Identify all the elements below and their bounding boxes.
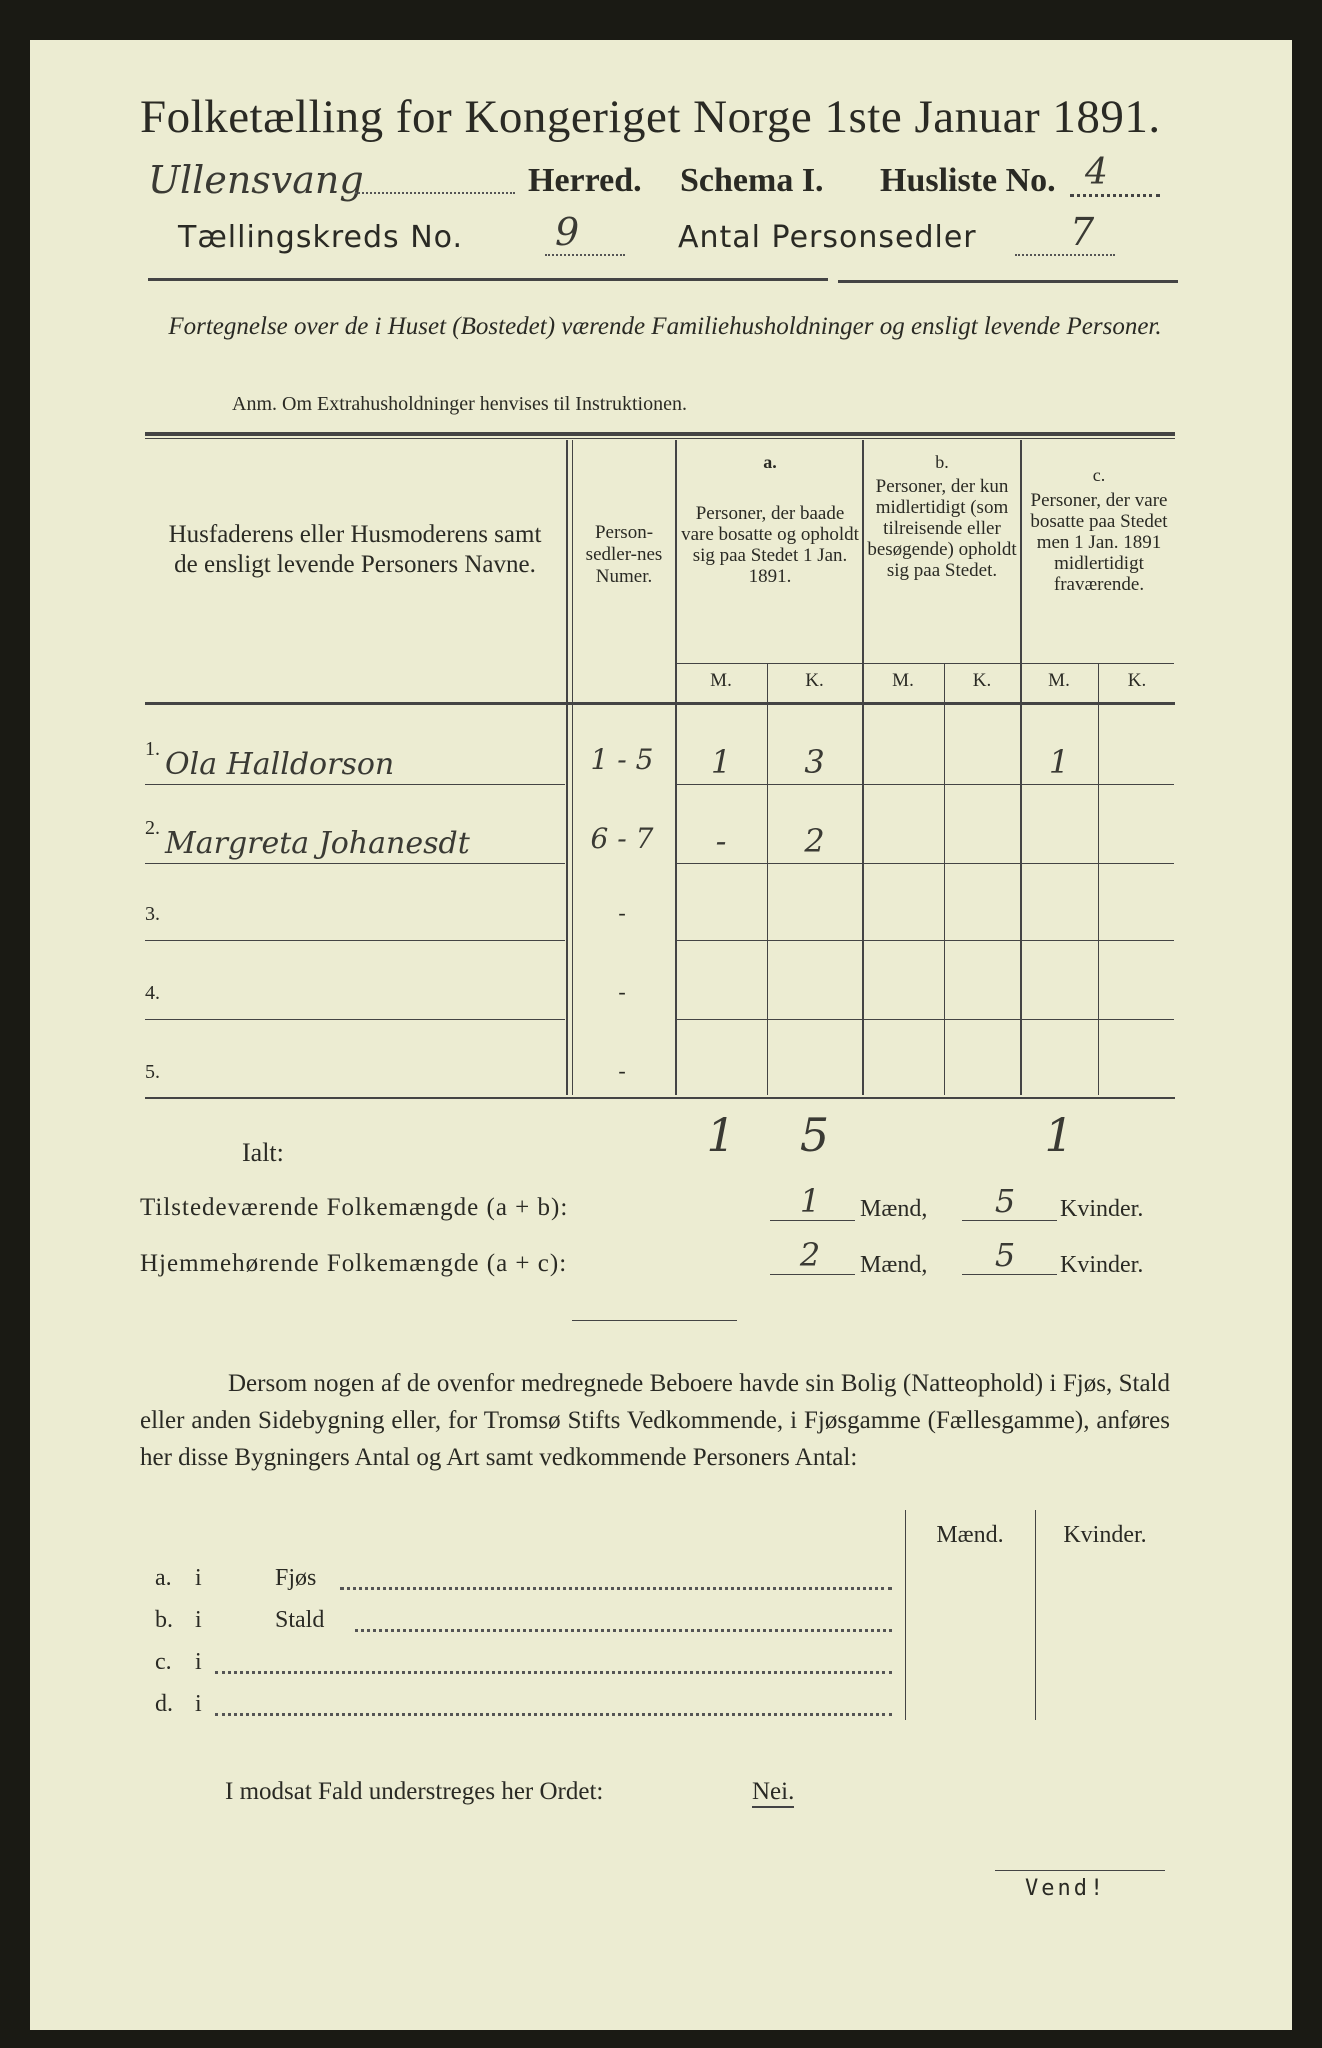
- schema-label: Schema I.: [680, 162, 824, 199]
- section-divider: [572, 1320, 737, 1321]
- col-header-c-text: Personer, der vare bosatte paa Stedet men 1 Jan. 1891 midlertidigt fraværende.: [1030, 490, 1168, 595]
- col-header-a-text: Personer, der baade vare bosatte og opholdt sig paa Stedet 1 Jan. 1891.: [681, 503, 859, 587]
- col-header-c-letter: c.: [1092, 465, 1106, 485]
- col-ak-label: K.: [805, 670, 824, 691]
- tilstede-kvinder-label: Kvinder.: [1060, 1196, 1144, 1222]
- row-1-a-m: 1: [710, 743, 732, 781]
- row-2-name: Margreta Johanesdt: [165, 826, 470, 861]
- buildings-kvinder-header: Kvinder.: [1063, 1522, 1147, 1548]
- row-3-number: 3.: [145, 903, 160, 925]
- row-4-numer: -: [618, 979, 626, 1004]
- hjemme-maend-line: [770, 1274, 855, 1275]
- col-divider-3: [862, 440, 864, 1095]
- antal-dotted-line: [1015, 254, 1115, 256]
- outbuildings-paragraph: Dersom nogen af de ovenfor medregnede Beboere havde sin Bolig (Natteophold) i Fjøs, Stald eller anden Sidebygning eller, for Tromsø Stifts Vedkommende, i Fjøsgamme (Fællesgamme), anføres her disse Bygningers Antal og Art samt vedkommende Personers Antal:: [140, 1370, 1170, 1471]
- hjemme-maend-label: Mænd,: [860, 1252, 928, 1278]
- tilstede-label: Tilstedeværende Folkemængde (a + b):: [140, 1194, 569, 1221]
- subtitle: Fortegnelse over de i Huset (Bostedet) værende Familiehusholdninger og ensligt levende Personer.: [168, 313, 1162, 340]
- buildings-col-divider-2: [1035, 1510, 1036, 1720]
- tilstede-kvinder-line: [962, 1220, 1057, 1221]
- row-1-c-m: 1: [1048, 743, 1070, 781]
- row-4-rule-right: [676, 1019, 1174, 1020]
- note: Anm. Om Extrahusholdninger henvises til Instruktionen.: [232, 393, 687, 415]
- row-2-a-k: 2: [804, 822, 825, 860]
- building-a-prep: i: [195, 1565, 202, 1591]
- row-1-name: Ola Halldorson: [165, 747, 395, 782]
- mk-subheader-rule: [676, 663, 1174, 664]
- row-3-rule: [145, 940, 565, 941]
- row-1-number: 1.: [145, 738, 160, 760]
- row-1-rule-right: [676, 784, 1174, 785]
- row-2-number: 2.: [145, 817, 160, 839]
- building-a-dotted-line: [340, 1587, 892, 1590]
- building-c-prep: i: [195, 1649, 202, 1675]
- vend-rule: [995, 1870, 1165, 1871]
- building-d-prep: i: [195, 1691, 202, 1717]
- herred-dotted-line: [355, 192, 515, 194]
- row-4-number: 4.: [145, 982, 160, 1004]
- building-c-dotted-line: [215, 1671, 892, 1674]
- nei-word: Nei.: [752, 1778, 794, 1808]
- row-5-number: 5.: [145, 1061, 160, 1083]
- kreds-value: 9: [555, 210, 580, 254]
- hjemme-kvinder-value: 5: [994, 1236, 1016, 1274]
- antal-value: 7: [1070, 210, 1095, 254]
- closing-text: I modsat Fald understreges her Ordet:: [225, 1778, 604, 1805]
- ialt-a-k: 5: [799, 1108, 830, 1162]
- building-b-name: Stald: [275, 1607, 325, 1633]
- tilstede-maend-value: 1: [799, 1182, 821, 1220]
- row-2-rule: [145, 863, 565, 864]
- row-2-rule-right: [676, 863, 1174, 864]
- kreds-dotted-line: [545, 254, 625, 256]
- row-5-numer: -: [618, 1058, 626, 1083]
- header-rule-left: [148, 278, 828, 281]
- col-header-b-letter: b.: [935, 452, 949, 472]
- hjemme-kvinder-line: [962, 1274, 1057, 1275]
- building-a-letter: a.: [155, 1565, 172, 1591]
- row-2-numer: 6 - 7: [590, 822, 654, 855]
- table-bottom-rule: [145, 1097, 1175, 1099]
- ialt-c-m: 1: [1044, 1108, 1074, 1162]
- herred-value: Ullensvang: [148, 158, 364, 202]
- husliste-label: Husliste No.: [880, 162, 1056, 199]
- tilstede-maend-label: Mænd,: [860, 1196, 928, 1222]
- col-am-label: M.: [710, 670, 732, 691]
- vend-text: Vend!: [1025, 1876, 1107, 1901]
- col-header-numer: Person-sedler-nes Numer.: [585, 522, 663, 587]
- building-c-letter: c.: [155, 1649, 172, 1675]
- building-a-name: Fjøs: [275, 1565, 317, 1591]
- col-divider-ak: [767, 663, 768, 1095]
- building-d-dotted-line: [215, 1713, 892, 1716]
- husliste-dotted-line: [1070, 194, 1160, 197]
- ialt-a-m: 1: [706, 1108, 736, 1162]
- col-divider-ck: [1098, 663, 1099, 1095]
- row-4-rule: [145, 1019, 565, 1020]
- row-2-a-m: -: [715, 822, 727, 860]
- col-divider-bk: [944, 663, 945, 1095]
- herred-label: Herred.: [528, 162, 642, 199]
- building-b-letter: b.: [155, 1607, 173, 1633]
- row-1-rule: [145, 784, 565, 785]
- table-top-rule-thin: [145, 438, 1175, 439]
- antal-label: Antal Personsedler: [678, 220, 977, 255]
- kreds-label: Tællingskreds No.: [178, 220, 463, 255]
- tilstede-kvinder-value: 5: [994, 1182, 1016, 1220]
- row-3-numer: -: [618, 900, 626, 925]
- buildings-maend-header: Mænd.: [936, 1522, 1004, 1548]
- row-3-rule-right: [676, 940, 1174, 941]
- buildings-col-divider-1: [905, 1510, 906, 1720]
- col-bm-label: M.: [892, 670, 914, 691]
- col-ck-label: K.: [1127, 670, 1147, 691]
- col-header-name: Husfaderens eller Husmoderens samt de ensligt levende Personers Navne.: [168, 521, 542, 578]
- hjemme-kvinder-label: Kvinder.: [1060, 1252, 1144, 1278]
- row-1-numer: 1 - 5: [590, 743, 654, 776]
- building-b-prep: i: [195, 1607, 202, 1633]
- building-d-letter: d.: [155, 1691, 173, 1717]
- table-top-rule: [145, 432, 1175, 436]
- col-divider-1: [566, 440, 568, 1095]
- tilstede-maend-line: [770, 1220, 855, 1221]
- header-rule-right: [838, 280, 1178, 283]
- ialt-label: Ialt:: [242, 1138, 284, 1167]
- col-header-b-text: Personer, der kun midlertidigt (som tilreisende eller besøgende) opholdt sig paa Stedet.: [867, 476, 1017, 581]
- row-1-a-k: 3: [804, 743, 825, 781]
- hjemme-maend-value: 2: [799, 1236, 821, 1274]
- husliste-value: 4: [1085, 152, 1108, 193]
- building-b-dotted-line: [355, 1629, 892, 1632]
- form-title: Folketælling for Kongeriget Norge 1ste Januar 1891.: [140, 91, 1161, 143]
- col-bk-label: K.: [972, 670, 992, 691]
- col-cm-label: M.: [1048, 670, 1070, 691]
- col-header-a-letter: a.: [763, 452, 777, 472]
- hjemme-label: Hjemmehørende Folkemængde (a + c):: [140, 1250, 568, 1277]
